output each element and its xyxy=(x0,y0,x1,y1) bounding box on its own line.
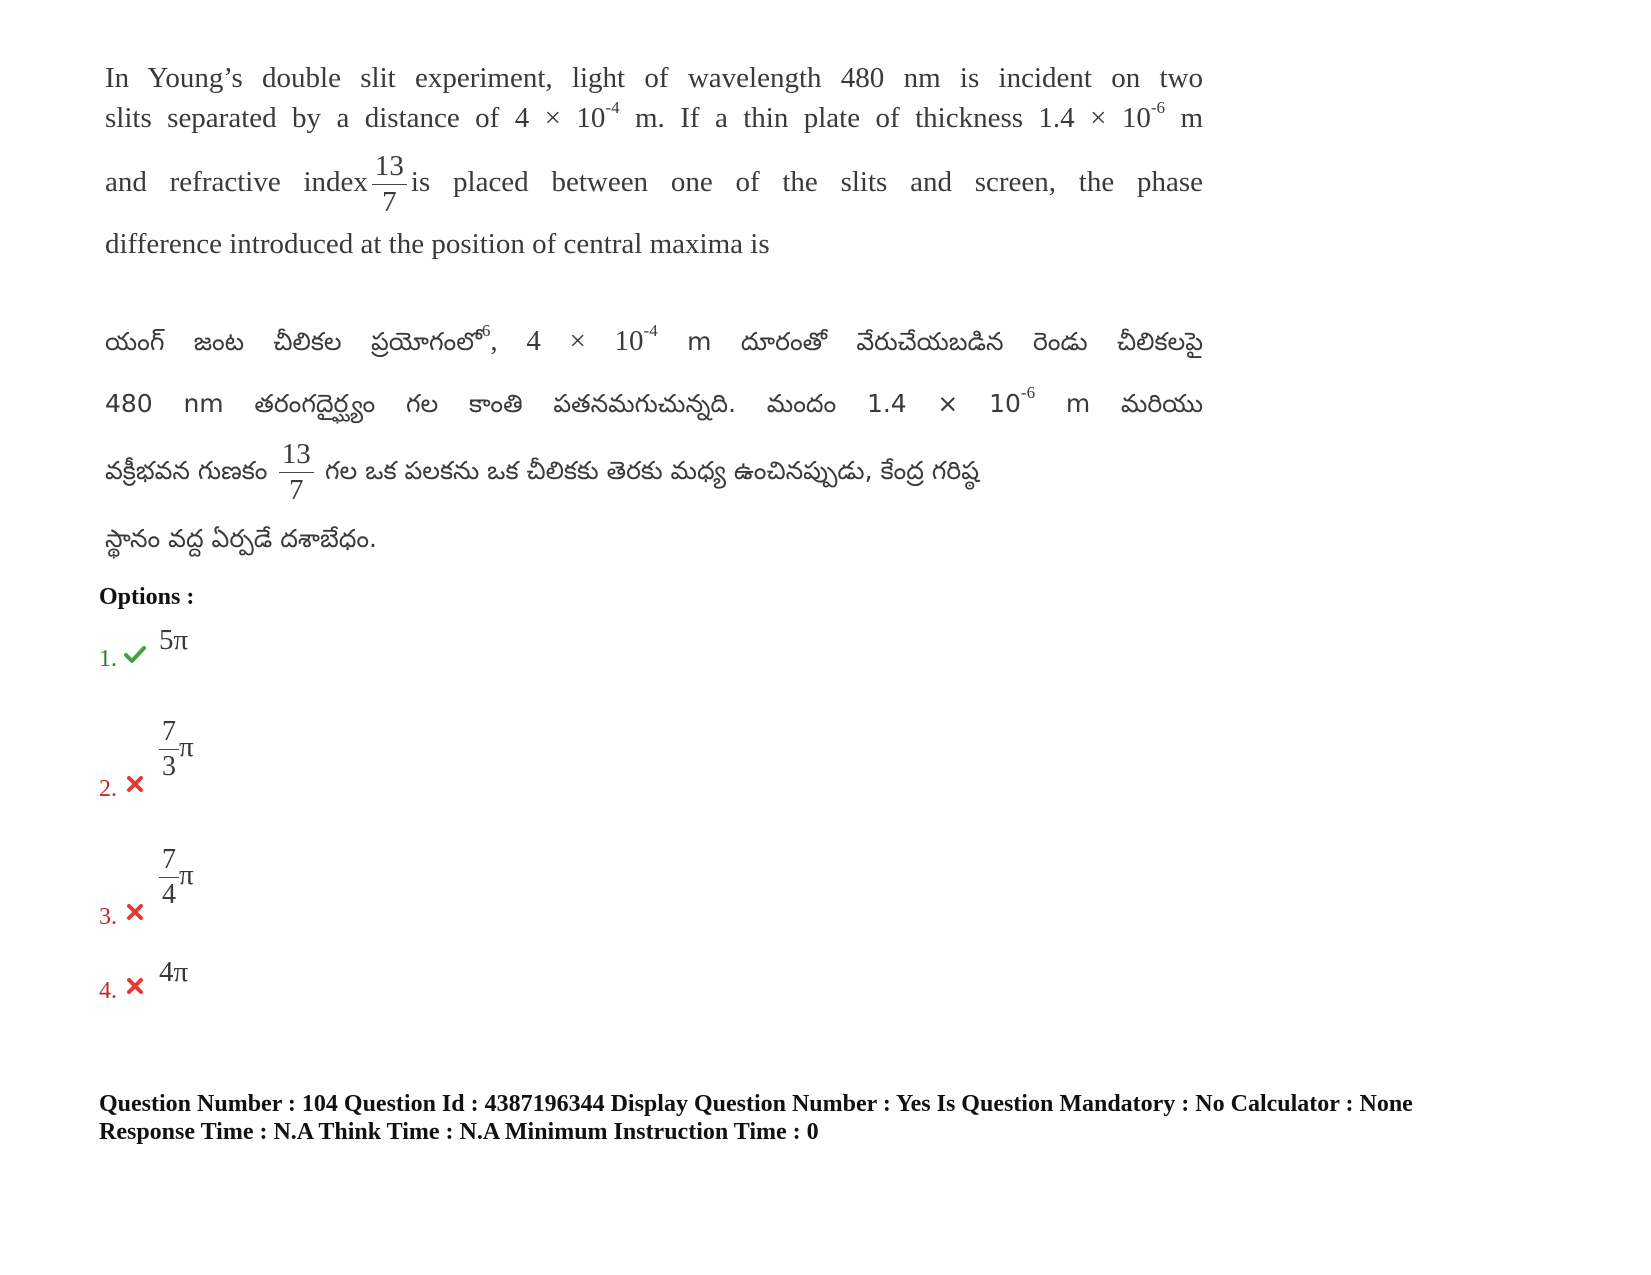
telugu-line-2: 480 nm తరంగదైర్ఘ్యం గల కాంతి పతనమగుచున్నది. మందం $1.4 \times 10^{-6}$ m మరియు xyxy=(105,383,1203,418)
option-number: 3. xyxy=(99,904,117,930)
question-line-3: and refractive index $\frac{13}{7}$ is placed between one of the slits and screen, the phase xyxy=(105,150,1204,218)
option-number: 1. xyxy=(99,646,117,672)
option-text: 5π xyxy=(159,624,189,656)
telugu-line-4: స్థానం వద్ద ఏర్పడే దశాబేధం. xyxy=(105,524,377,553)
question-line-2: slits separated by a distance of $4 \times 10^{-4}$ m. If a thin plate of thickness $1.4 \times 10^{-6}$ m xyxy=(105,98,1203,134)
option-text: 4π xyxy=(159,956,189,988)
option-number: 2. xyxy=(99,776,117,802)
exponent: -4 xyxy=(605,98,620,117)
meta-line-1: Question Number : 104 Question Id : 4387196344 Display Question Number : Yes Is Question Mandatory : No Calculator : None xyxy=(99,1091,1413,1117)
option-fraction: $\frac{7}{4}$ π xyxy=(159,846,194,909)
telugu-line-3: వక్రీభవన గుణకం $\frac{13}{7}$ గల ఒక పలకను ఒక చీలికకు తెరకు మధ్య ఉంచినప్పుడు, కేంద్ర గరిష్ఠ xyxy=(105,438,980,506)
options-label: Options : xyxy=(99,584,195,610)
cross-icon xyxy=(123,974,147,998)
meta-line-2: Response Time : N.A Think Time : N.A Minimum Instruction Time : 0 xyxy=(99,1119,819,1145)
exponent: -6 xyxy=(1150,98,1166,117)
option-number: 4. xyxy=(99,978,117,1004)
cross-icon xyxy=(123,900,147,924)
telugu-line-1: యంగ్ జంట చీలికల ప్రయోగంలో$^6$, $4 \times 10^{-4}$ m దూరంతో వేరుచేయబడిన రెండు చీలికలపై xyxy=(105,321,1203,357)
question-metadata xyxy=(99,1090,1413,1146)
cross-icon xyxy=(123,772,147,796)
question-line-4: difference introduced at the position of central maxima is xyxy=(105,228,770,260)
refractive-index-fraction: $\frac{13}{7}$ xyxy=(372,152,407,217)
check-icon xyxy=(123,642,147,666)
question-line-1: In Young’s double slit experiment, light of wavelength 480 nm is incident on two xyxy=(105,62,1203,94)
option-fraction: $\frac{7}{3}$ π xyxy=(159,718,194,781)
refractive-index-fraction: $\frac{13}{7}$ xyxy=(279,440,314,505)
